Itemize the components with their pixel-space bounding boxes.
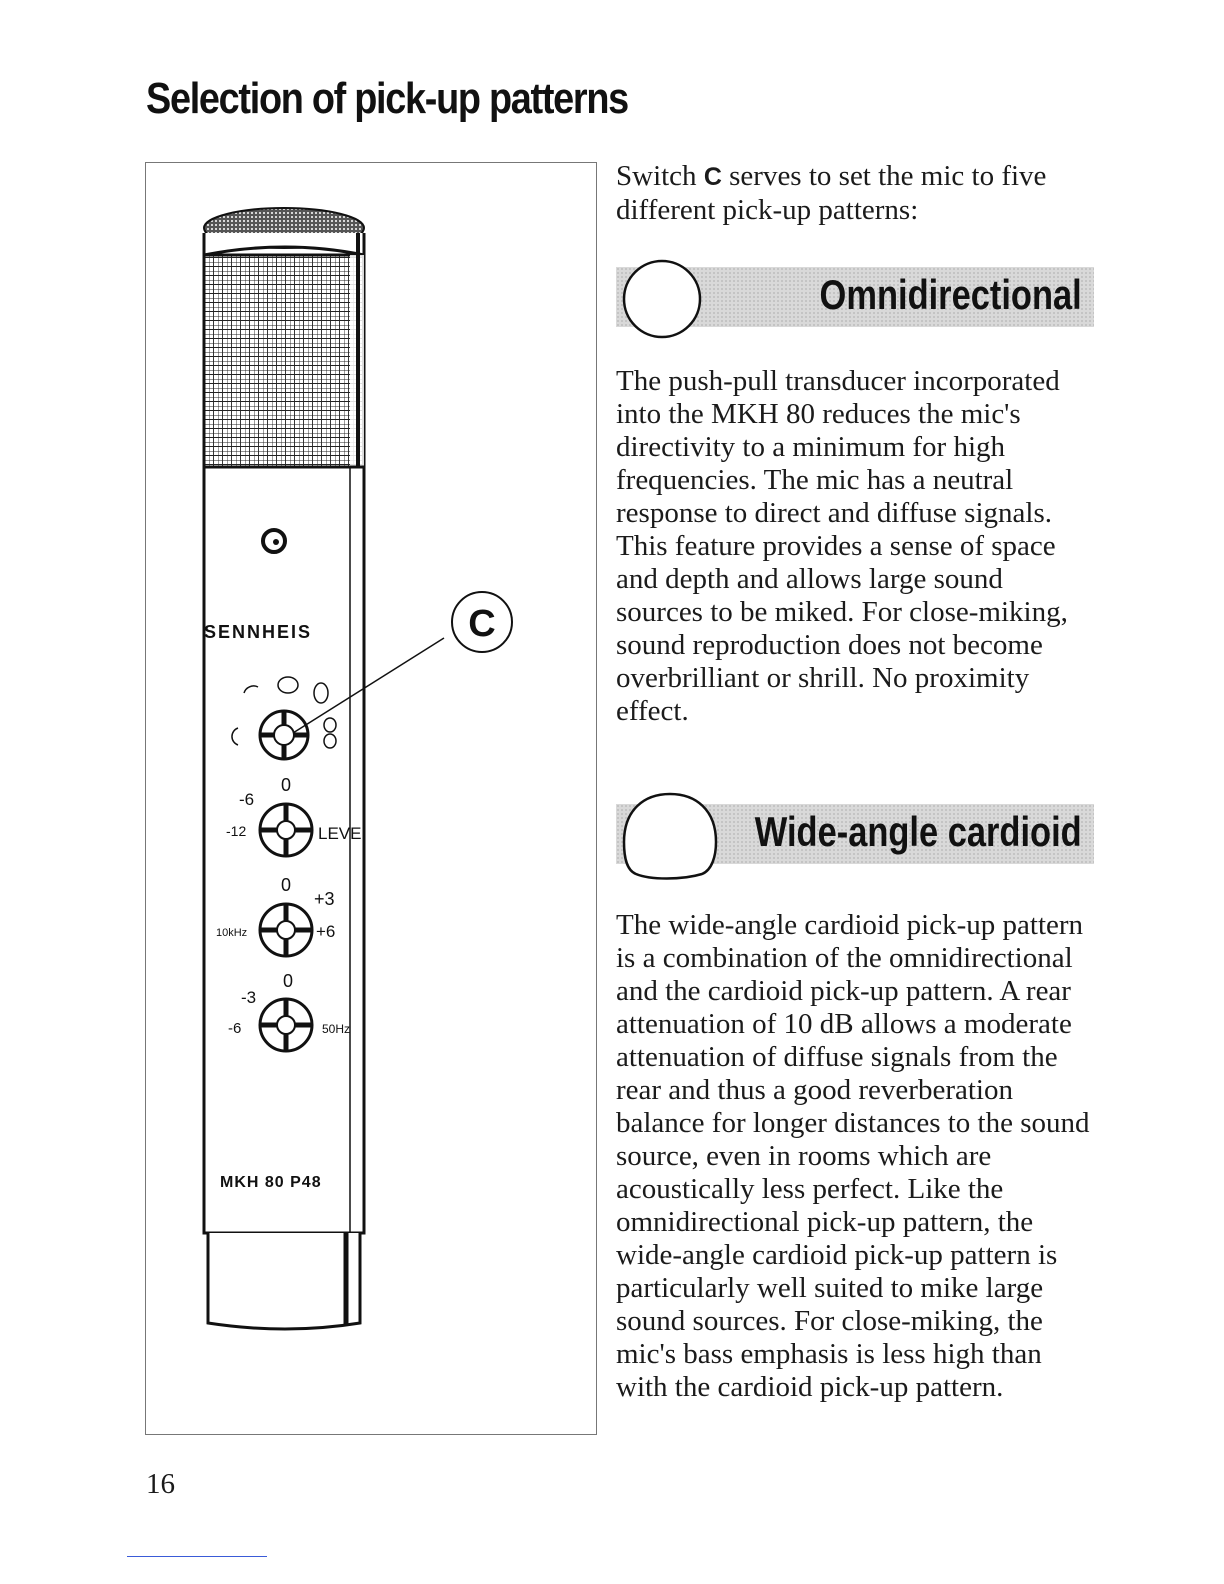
brand-logo: SENNHEIS bbox=[204, 622, 313, 642]
microphone-figure bbox=[145, 162, 597, 1435]
bass-freq-label: 50Hz bbox=[322, 1022, 351, 1036]
treble-freq-label: 10kHz bbox=[216, 927, 248, 939]
model-label: MKH 80 P48 bbox=[220, 1174, 322, 1191]
bottom-rule bbox=[127, 1556, 267, 1557]
treble-switch[interactable] bbox=[260, 904, 312, 956]
page-number: 16 bbox=[146, 1468, 175, 1500]
level-switch[interactable] bbox=[260, 804, 312, 856]
wide-angle-cardioid-heading: Wide-angle cardioid bbox=[755, 808, 1082, 855]
wide-angle-cardioid-paragraph: The wide-angle cardioid pick-up pattern is a combination of the omnidirectional and the cardioid pick-up pattern. A rear attenuation of 10 dB allows a moderate attenuation of diffuse signals from the rear and thus a good reverberation balance for longer distances to the sound source, even in rooms which are acoustically less perfect. Like the omnidirectional pick-up pattern, the wide-angle cardioid pick-up pattern is particularly well suited to mike large sound sources. For close-miking, the mic's bass emphasis is less high than with the cardioid pick-up pattern. bbox=[616, 909, 1090, 1403]
wide-angle-cardioid-heading-band bbox=[616, 804, 1094, 864]
level-zero-label: 0 bbox=[280, 775, 292, 795]
omnidirectional-pattern-icon bbox=[616, 253, 716, 343]
intro-text bbox=[616, 160, 1086, 227]
bass-zero-label: 0 bbox=[282, 971, 294, 991]
microphone-illustration bbox=[146, 163, 598, 1436]
treble-plus6-label: +6 bbox=[316, 922, 336, 941]
intro-switch-letter: C bbox=[703, 163, 722, 191]
bass-minus6-label: -6 bbox=[228, 1020, 242, 1037]
omnidirectional-paragraph: The push-pull transducer incorporated into the MKH 80 reduces the mic's directivity to a minimum for high frequencies. The mic has a neutral response to direct and diffuse signals. This feature provides a sense of space and depth and allows large sound sources to be miked. For close-miking, sound reproduction does not become overbrilliant or shrill. No proximity effect. bbox=[616, 365, 1068, 727]
level-minus12-label: -12 bbox=[226, 823, 247, 839]
omnidirectional-heading: Omnidirectional bbox=[819, 271, 1082, 318]
bass-switch[interactable] bbox=[260, 999, 312, 1051]
intro-suffix: serves to set the mic to five different pick-up patterns: bbox=[616, 160, 1047, 226]
mic-grill bbox=[204, 255, 364, 467]
bass-minus3-label: -3 bbox=[241, 988, 257, 1007]
intro-prefix: Switch bbox=[616, 160, 704, 192]
mic-connector bbox=[208, 1233, 360, 1329]
wide-angle-cardioid-pattern-icon bbox=[616, 790, 726, 880]
treble-plus3-label: +3 bbox=[314, 889, 335, 909]
callout-c-label: C bbox=[468, 603, 496, 645]
level-minus6-label: -6 bbox=[239, 790, 255, 809]
omnidirectional-heading-band bbox=[616, 267, 1094, 327]
level-word-label: LEVE bbox=[318, 824, 362, 843]
page-title: Selection of pick-up patterns bbox=[146, 74, 628, 123]
treble-zero-label: 0 bbox=[280, 875, 292, 895]
